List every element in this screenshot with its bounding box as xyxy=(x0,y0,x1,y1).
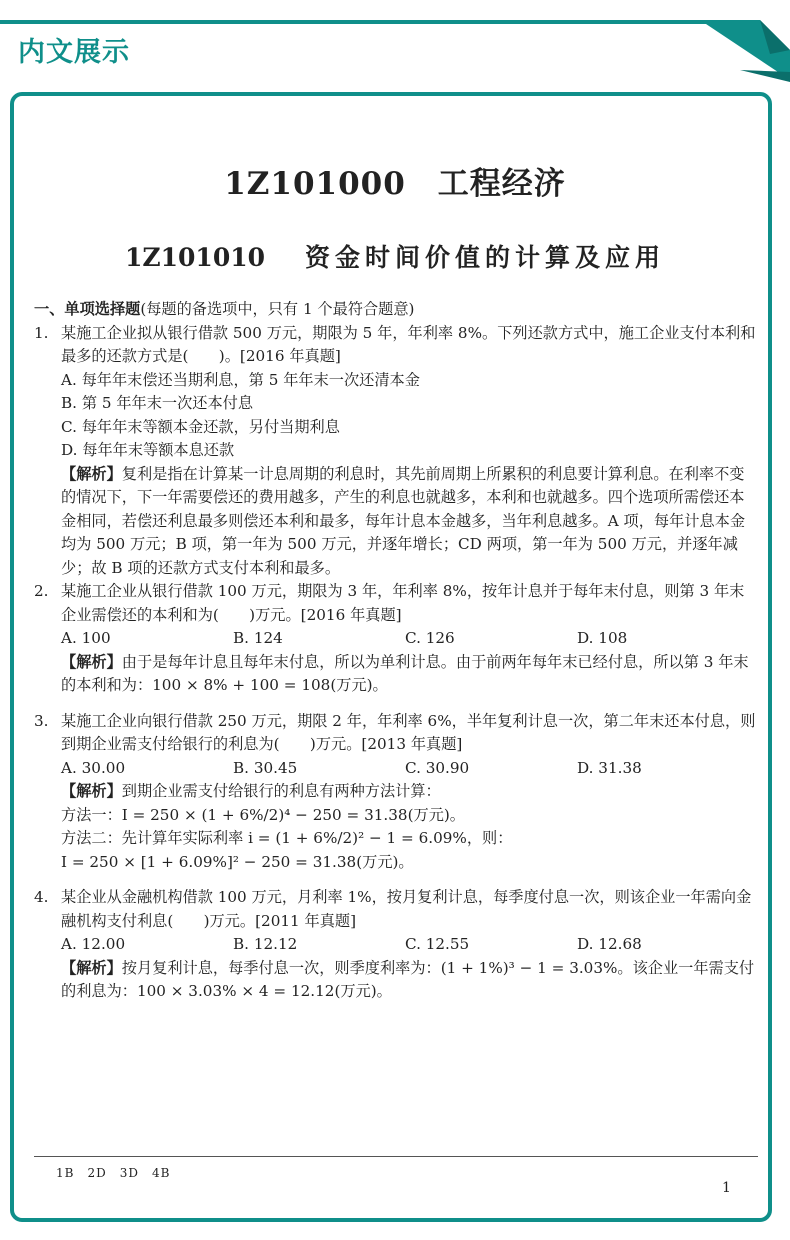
option-d: D. 12.68 xyxy=(577,935,642,953)
option-c: C. 每年年末等额本金还款，另付当期利息 xyxy=(61,417,340,436)
analysis-text: 到期企业需支付给银行的利息有两种方法计算： xyxy=(121,782,441,800)
question-1 xyxy=(34,322,756,581)
question-3 xyxy=(34,710,756,875)
answer-key: 1B 2D 3D 4B xyxy=(56,1166,171,1180)
option-b: B. 12.12 xyxy=(233,935,298,953)
question-text: 某施工企业从银行借款 100 万元，期限为 3 年，年利率 8%，按年计息并于每年末付息，则第 3 年末企业需偿还的本利和为( )万元。[2016 年真题] xyxy=(61,582,745,624)
option-a: A. 100 xyxy=(61,629,111,647)
section-title xyxy=(0,238,790,274)
option-c: C. 30.90 xyxy=(405,758,470,777)
analysis-line: 方法一：I = 250 × (1 + 6%/2)⁴ − 250 = 31.38(万元)。 xyxy=(61,805,465,824)
analysis-line: 方法二：先计算年实际利率 i = (1 + 6%/2)² − 1 = 6.09%，则： xyxy=(61,829,513,847)
section-note: (每题的备选项中，只有 1 个最符合题意) xyxy=(140,300,415,318)
option-d: D. 108 xyxy=(577,629,628,647)
option-a: A. 12.00 xyxy=(61,935,126,953)
option-d: D. 31.38 xyxy=(577,758,642,777)
analysis-text: 按月复利计息，每季付息一次，则季度利率为：(1 + 1%)³ − 1 = 3.03%。该企业一年需支付的利息为：100 × 3.03% × 4 = 12.12(万元)。 xyxy=(61,958,755,1000)
question-stem xyxy=(34,580,756,627)
chapter-title: 1Z101000 工程经济 xyxy=(224,166,566,202)
analysis-tag: 【解析】 xyxy=(61,464,122,483)
question-stem xyxy=(34,886,756,933)
question-text: 某施工企业向银行借款 250 万元，期限 2 年，年利率 6%，半年复利计息一次，第二年末还本付息，则到期企业需支付给银行的利息为( )万元。[2013 年真题] xyxy=(61,711,756,753)
analysis xyxy=(34,780,756,804)
header-title: 内文展示 xyxy=(18,37,130,68)
analysis xyxy=(34,651,756,698)
option-b: B. 124 xyxy=(233,629,283,647)
analysis-text: 由于是每年计息且每年末付息，所以为单利计息。由于前两年每年末已经付息，所以第 3 年末的本利和为：100 × 8% + 100 = 108(万元)。 xyxy=(61,652,749,694)
page-header-bar xyxy=(0,0,790,90)
question-text: 某施工企业拟从银行借款 500 万元，期限为 5 年，年利率 8%。下列还款方式中，施工企业支付本利和最多的还款方式是( )。[2016 年真题] xyxy=(61,323,756,365)
page-corner-fold-icon xyxy=(700,10,790,90)
question-stem xyxy=(34,322,756,369)
question-number: 1. xyxy=(34,323,49,342)
section-code: 1Z101010 xyxy=(124,243,265,272)
question-content xyxy=(34,298,756,1004)
analysis xyxy=(34,957,756,1004)
section-label: 一、单项选择题 xyxy=(34,300,141,318)
option-b: B. 第 5 年年末一次还本付息 xyxy=(61,394,254,412)
analysis-tag: 【解析】 xyxy=(61,958,122,977)
footer-rule xyxy=(34,1156,758,1157)
options-row xyxy=(34,627,756,651)
option-a: A. 30.00 xyxy=(61,758,126,777)
section-heading xyxy=(34,298,756,322)
question-number: 4. xyxy=(34,888,49,906)
option-c: C. 12.55 xyxy=(405,935,470,953)
options-row xyxy=(34,757,756,781)
option-c: C. 126 xyxy=(405,629,455,647)
question-stem xyxy=(34,710,756,757)
option-d: D. 每年年末等额本息还款 xyxy=(61,441,235,459)
analysis-line: I = 250 × [1 + 6.09%]² − 250 = 31.38(万元)。 xyxy=(61,852,414,871)
spacer xyxy=(34,698,756,710)
options-row xyxy=(34,933,756,957)
option-b: B. 30.45 xyxy=(233,758,298,777)
question-2 xyxy=(34,580,756,698)
option-a: A. 每年年末偿还当期利息，第 5 年年末一次还清本金 xyxy=(61,370,420,389)
analysis xyxy=(34,463,756,581)
spacer xyxy=(34,874,756,886)
question-number: 2. xyxy=(34,582,49,600)
question-number: 3. xyxy=(34,711,49,730)
question-text: 某企业从金融机构借款 100 万元，月利率 1%，按月复利计息，每季度付息一次，则该企业一年需向金融机构支付利息( )万元。[2011 年真题] xyxy=(61,888,752,930)
analysis-tag: 【解析】 xyxy=(61,652,122,671)
page-number: 1 xyxy=(722,1180,731,1196)
section-name: 资金时间价值的计算及应用 xyxy=(305,243,666,272)
analysis-text: 复利是指在计算某一计息周期的利息时，其先前周期上所累积的利息要计算利息。在利率不变的情况下，下一年需要偿还的费用越多，产生的利息也就越多，本利和也就越多。四个选项所需偿还本金相同，若偿还利息最多则偿还本利和最多，每年计息本金越多，当年利息越多。A 项，每年计息本金均为 500 万元；B 项，第一年为 500 万元，并逐年增长；CD 两项，第一年为 500 万元，并逐年减少；故 B 项的还款方式支付本利和最多。 xyxy=(61,464,746,577)
header-rule xyxy=(0,20,712,24)
analysis-tag: 【解析】 xyxy=(61,782,122,800)
question-4 xyxy=(34,886,756,1004)
